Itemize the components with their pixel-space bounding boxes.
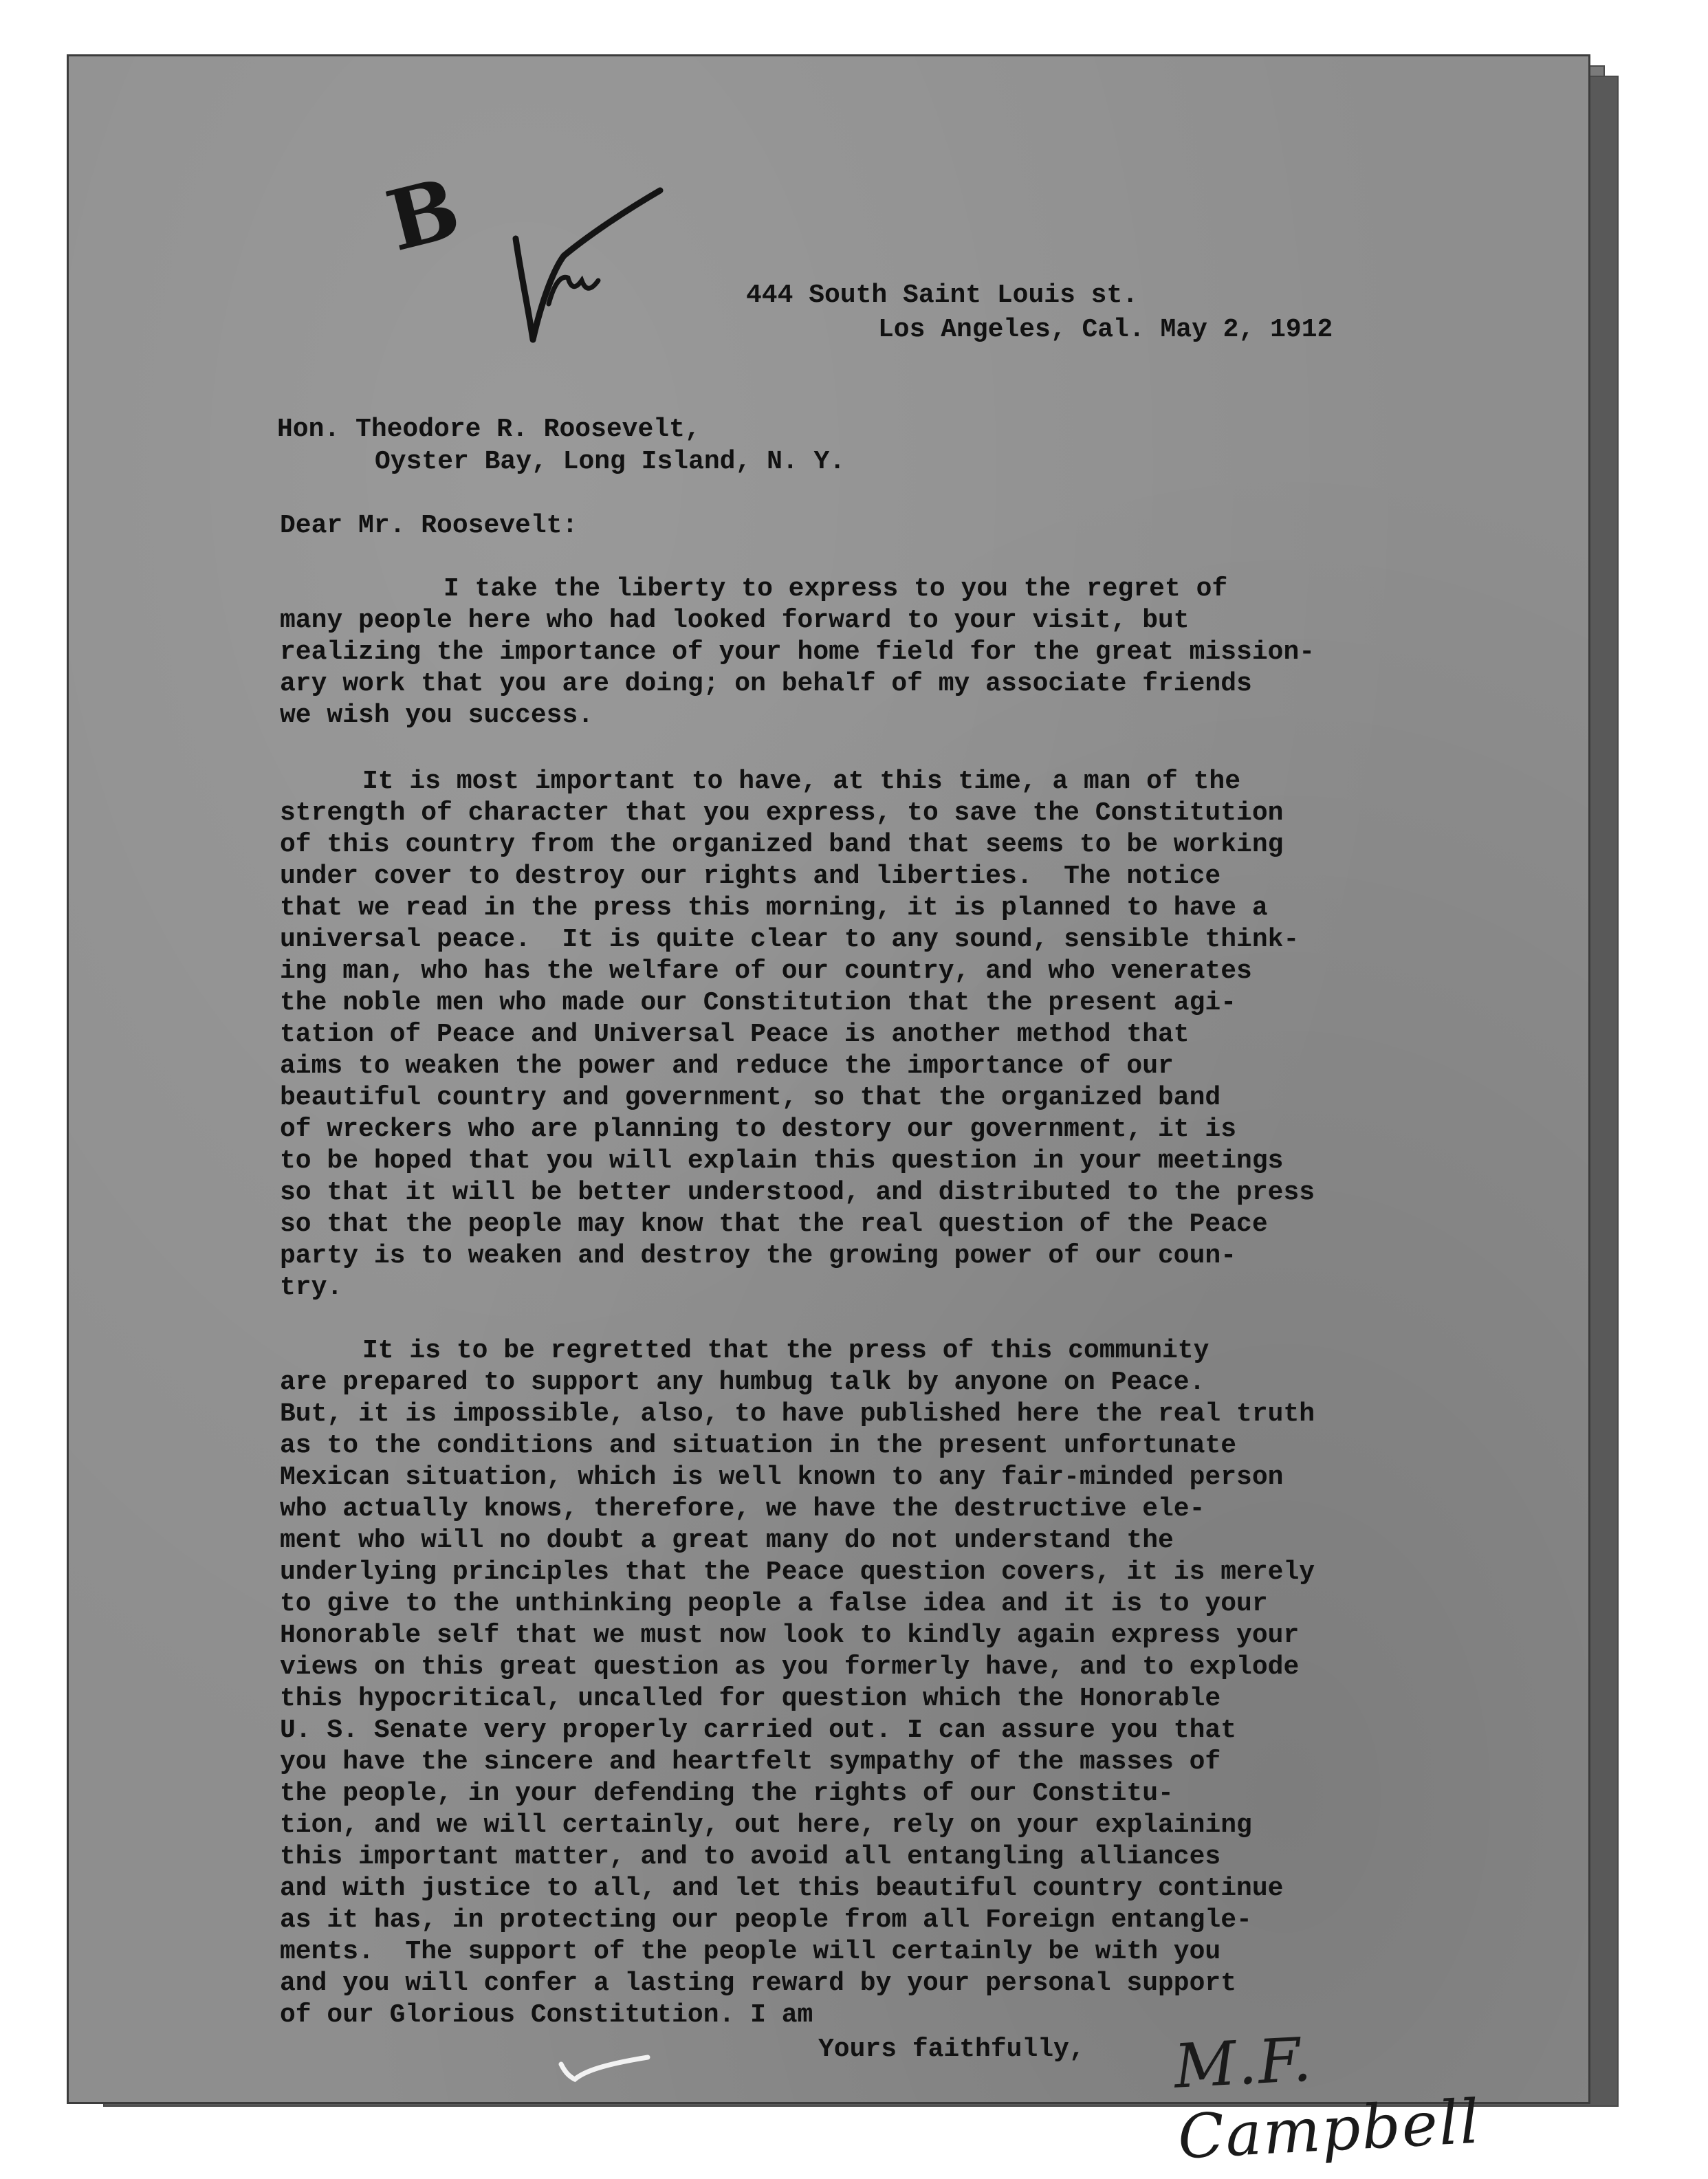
letter-line: ment who will no doubt a great many do not understand the [280, 1526, 1174, 1555]
salutation: Dear Mr. Roosevelt: [280, 511, 578, 540]
letter-line: try. [280, 1273, 343, 1302]
letter-line: of this country from the organized band that seems to be working [280, 830, 1284, 859]
letter-line: It is most important to have, at this time, a man of the [362, 767, 1241, 796]
letter-line: the noble men who made our Constitution that the present agi- [280, 988, 1237, 1018]
letter-line: under cover to destroy our rights and liberties. The notice [280, 862, 1221, 891]
letter-line: and you will confer a lasting reward by your personal support [280, 1969, 1237, 1998]
letter-line: realizing the importance of your home field for the great mission- [280, 637, 1315, 667]
letter-line: who actually knows, therefore, we have the destructive ele- [280, 1494, 1205, 1524]
sender-street: 444 South Saint Louis st. [746, 281, 1139, 310]
letter-line: ments. The support of the people will certainly be with you [280, 1937, 1221, 1967]
letter-line: so that it will be better understood, and distributed to the press [280, 1178, 1315, 1207]
letter-line: to give to the unthinking people a false idea and it is to your [280, 1589, 1268, 1619]
letter-line: ary work that you are doing; on behalf of my associate friends [280, 669, 1252, 699]
recipient-name: Hon. Theodore R. Roosevelt, [277, 415, 701, 444]
letter-line: and with justice to all, and let this beautiful country continue [280, 1874, 1284, 1903]
letter-line: of our Glorious Constitution. I am [280, 2000, 813, 2030]
letter-line: tation of Peace and Universal Peace is another method that [280, 1020, 1190, 1049]
letter-line: we wish you success. [280, 701, 594, 730]
letter-line: I take the liberty to express to you the regret of [444, 574, 1228, 604]
letter-line: to be hoped that you will explain this question in your meetings [280, 1146, 1284, 1176]
letter-line: But, it is impossible, also, to have published here the real truth [280, 1399, 1315, 1429]
letter-line: the people, in your defending the rights of our Constitu- [280, 1779, 1174, 1808]
handwritten-initial: B [377, 159, 469, 271]
letter-line: Honorable self that we must now look to kindly again express your [280, 1621, 1300, 1650]
letter-line: U. S. Senate very properly carried out. I can assure you that [280, 1716, 1237, 1745]
recipient-address: Oyster Bay, Long Island, N. Y. [375, 447, 846, 477]
letter-line: as it has, in protecting our people from all Foreign entangle- [280, 1905, 1252, 1935]
letter-line: many people here who had looked forward to your visit, but [280, 606, 1190, 635]
letter-line: are prepared to support any humbug talk by anyone on Peace. [280, 1368, 1205, 1397]
letter-line: party is to weaken and destroy the growing power of our coun- [280, 1241, 1237, 1271]
letter-line: as to the conditions and situation in the present unfortunate [280, 1431, 1237, 1460]
letter-line: beautiful country and government, so that the organized band [280, 1083, 1221, 1113]
letter-line: underlying principles that the Peace question covers, it is merely [280, 1557, 1315, 1587]
letter-line: you have the sincere and heartfelt sympathy of the masses of [280, 1747, 1221, 1777]
sender-city-date: Los Angeles, Cal. May 2, 1912 [878, 315, 1333, 344]
letter-line: It is to be regretted that the press of this community [362, 1336, 1209, 1366]
closing: Yours faithfully, [818, 2035, 1085, 2064]
letter-line: views on this great question as you formerly have, and to explode [280, 1652, 1300, 1682]
letter-line: so that the people may know that the real question of the Peace [280, 1209, 1268, 1239]
letter-line: that we read in the press this morning, it is planned to have a [280, 893, 1268, 923]
letter-line: ing man, who has the welfare of our country, and who venerates [280, 956, 1252, 986]
letter-line: this hypocritical, uncalled for question which the Honorable [280, 1684, 1221, 1713]
letter-line: Mexican situation, which is well known to any fair-minded person [280, 1463, 1284, 1492]
letter-page [69, 56, 1588, 2173]
letter-line: tion, and we will certainly, out here, rely on your explaining [280, 1810, 1252, 1840]
signature: M.F. Campbell [1172, 2024, 1482, 2173]
letter-line: strength of character that you express, to save the Constitution [280, 798, 1284, 828]
white-check-icon [557, 2037, 653, 2085]
letter-line: universal peace. It is quite clear to any sound, sensible think- [280, 925, 1300, 954]
checkmark-icon [433, 160, 667, 366]
letter-line: of wreckers who are planning to destory our government, it is [280, 1115, 1237, 1144]
letter-line: aims to weaken the power and reduce the importance of our [280, 1051, 1174, 1081]
letter-line: this important matter, and to avoid all entangling alliances [280, 1842, 1221, 1872]
